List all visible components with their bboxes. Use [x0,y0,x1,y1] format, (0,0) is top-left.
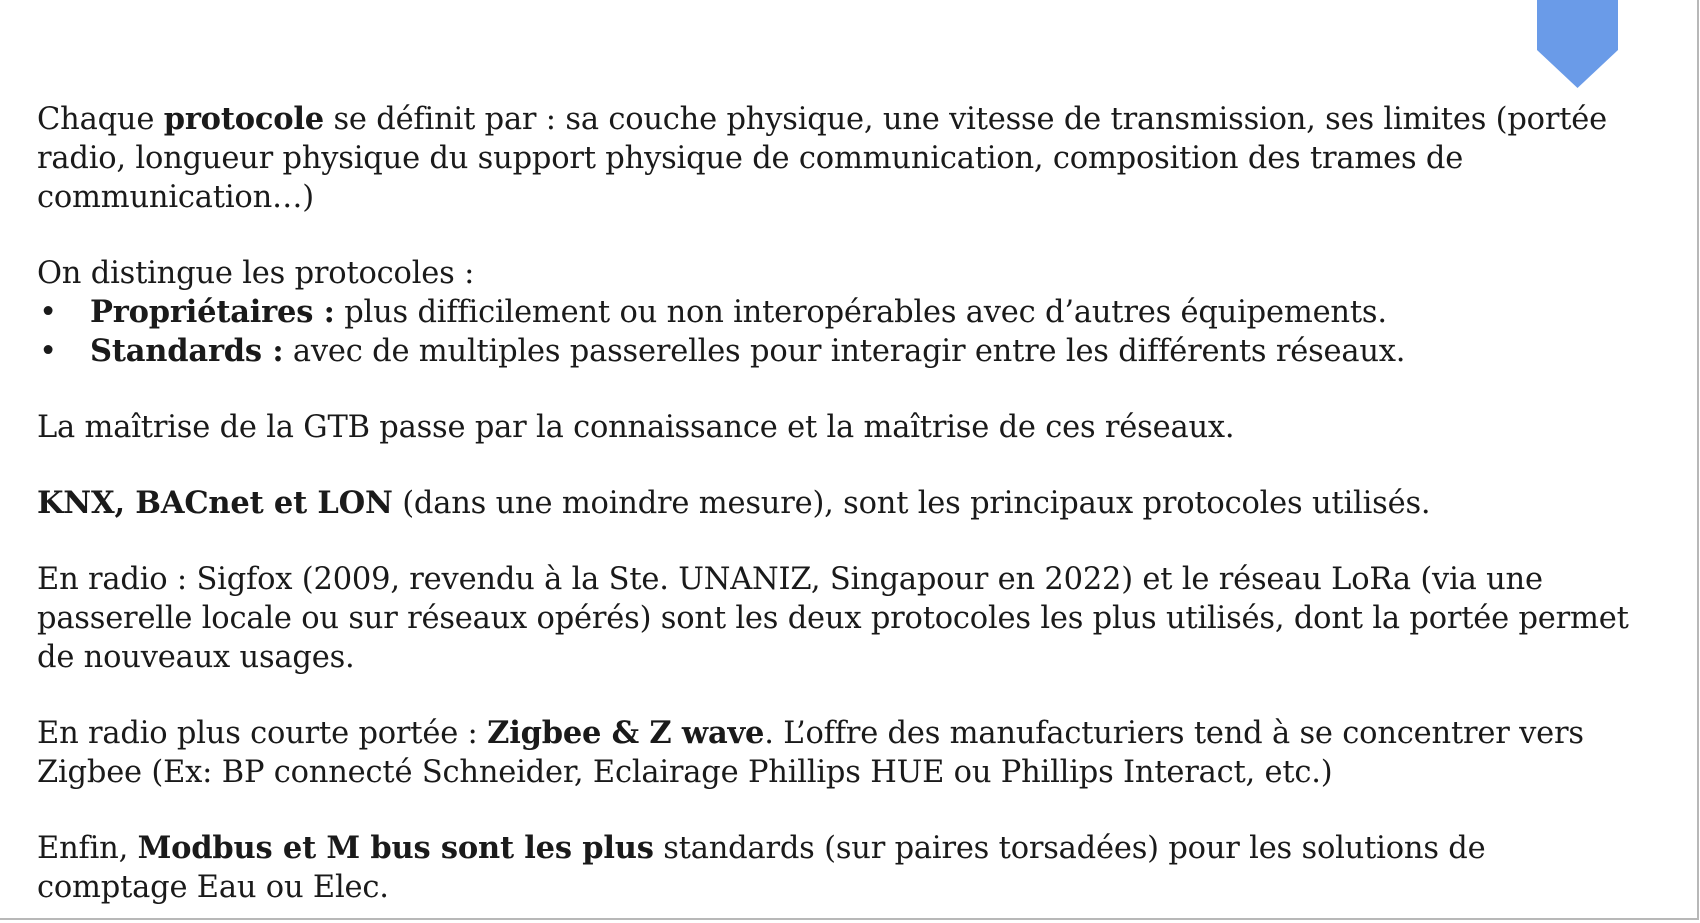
protocol-definition-bold: protocole [163,101,324,137]
short-range-radio-post: . L’offre des manufacturiers tend à se concentrer vers Zigbee (Ex: BP connecté Schneider, Eclairage Phillips HUE ou Phillips Interact, etc.) [37,716,1584,790]
list-item-proprietary [37,293,1637,332]
paragraph-short-range-radio [37,714,1637,792]
paragraph-protocol-types-intro [37,254,1637,293]
paragraph-main-protocols [37,484,1637,523]
bookmark-ribbon-icon [1537,0,1618,88]
short-range-radio-bold: Zigbee & Z wave [487,715,765,751]
protocol-types-intro-text: On distingue les protocoles : [37,256,475,291]
main-protocols-bold: KNX, BACnet et LON [37,485,393,521]
bullet-dot-icon: • [39,295,57,330]
bookmark-ribbon-shape [1537,0,1618,88]
paragraph-protocol-definition [37,100,1637,217]
slide-body [37,100,1637,907]
bullet-dot-icon: • [39,334,57,369]
paragraph-metering-protocols [37,829,1637,907]
main-protocols-post: (dans une moindre mesure), sont les principaux protocoles utilisés. [392,486,1431,521]
paragraph-gtb-mastery [37,408,1637,447]
protocol-definition-pre: Chaque [37,102,164,137]
short-range-radio-pre: En radio plus courte portée : [37,716,488,751]
radio-protocols-text: En radio : Sigfox (2009, revendu à la Ste. UNANIZ, Singapour en 2022) et le réseau LoRa (via une passerelle locale ou sur réseaux opérés) sont les deux protocoles les plus utilisés, dont la portée permet de nouveaux usages. [37,562,1629,675]
protocol-definition-post: se définit par : sa couche physique, une vitesse de transmission, ses limites (portée radio, longueur physique du support physique de communication, composition des trames de communication…) [37,102,1607,215]
metering-protocols-pre: Enfin, [37,831,138,866]
list-item-standards-bold: Standards : [90,333,284,369]
protocol-types-list [37,293,1637,371]
list-item-standards-text: avec de multiples passerelles pour interagir entre les différents réseaux. [283,334,1406,369]
list-item-proprietary-text: plus difficilement ou non interopérables avec d’autres équipements. [334,295,1387,330]
metering-protocols-post: standards (sur paires torsadées) pour les solutions de comptage Eau ou Elec. [37,831,1486,905]
list-item-standards [37,332,1637,371]
gtb-mastery-text: La maîtrise de la GTB passe par la connaissance et la maîtrise de ces réseaux. [37,410,1235,445]
metering-protocols-bold: Modbus et M bus sont les plus [137,830,654,866]
paragraph-radio-protocols [37,560,1637,677]
list-item-proprietary-bold: Propriétaires : [90,294,335,330]
